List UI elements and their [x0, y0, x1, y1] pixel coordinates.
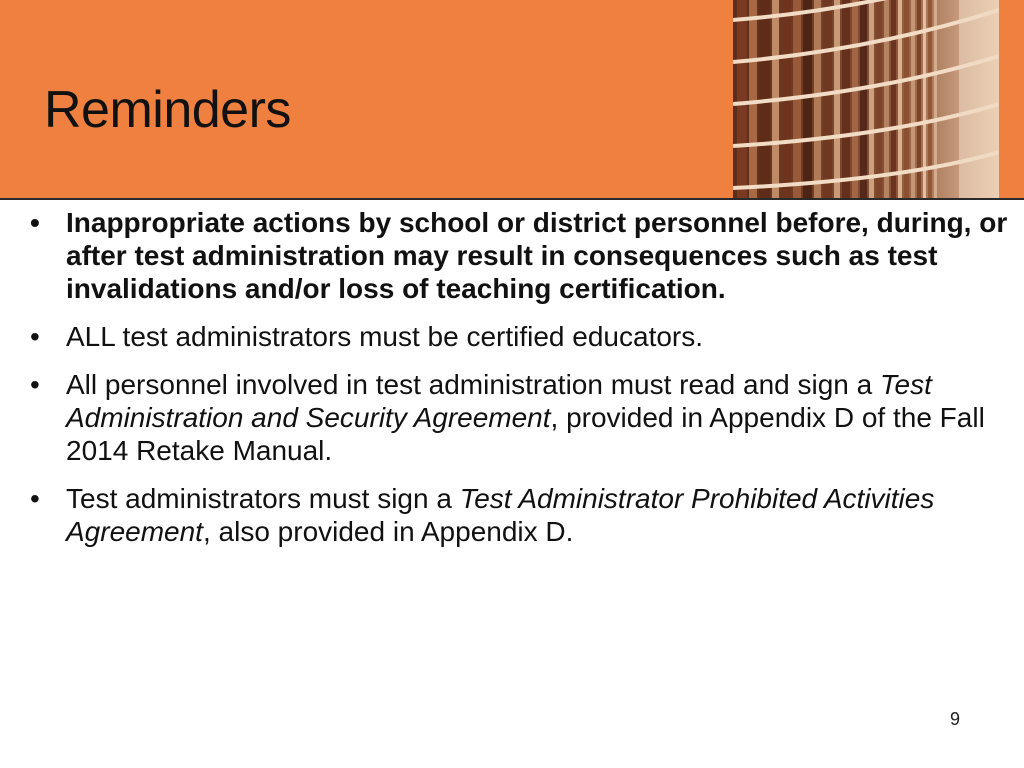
bullet-marker: •	[30, 483, 40, 514]
bullet-text-post: , also provided in Appendix D.	[202, 516, 574, 547]
document-title-emphasis: Test Administration and Security Agreement	[66, 369, 932, 433]
bullet-marker: •	[30, 369, 40, 400]
bullet-text-pre: Test administrators must sign a	[66, 483, 460, 514]
bullet-item	[24, 206, 1009, 305]
document-title-emphasis: Test Administrator Prohibited Activities Agreement	[66, 483, 935, 547]
slide-title: Reminders	[44, 81, 291, 139]
slide-header	[0, 0, 1024, 200]
library-bookshelf-photo	[733, 0, 999, 198]
bullet-item	[24, 482, 1009, 548]
bullet-text-post: , provided in Appendix D of the Fall 2014 Retake Manual.	[66, 402, 985, 466]
bullet-item	[24, 320, 1009, 353]
bullet-item	[24, 368, 1009, 467]
page-number: 9	[950, 709, 961, 729]
bullet-marker: •	[30, 321, 40, 352]
bullet-marker: •	[30, 207, 40, 238]
bullet-text: ALL test administrators must be certified educators.	[66, 321, 704, 352]
bullet-list	[24, 206, 1009, 548]
slide-body	[24, 206, 1009, 563]
bullet-text-pre: All personnel involved in test administration must read and sign a	[66, 369, 880, 400]
bullet-text: Inappropriate actions by school or district personnel before, during, or after test administration may result in consequences such as test invalidations and/or loss of teaching certification.	[66, 207, 1008, 304]
